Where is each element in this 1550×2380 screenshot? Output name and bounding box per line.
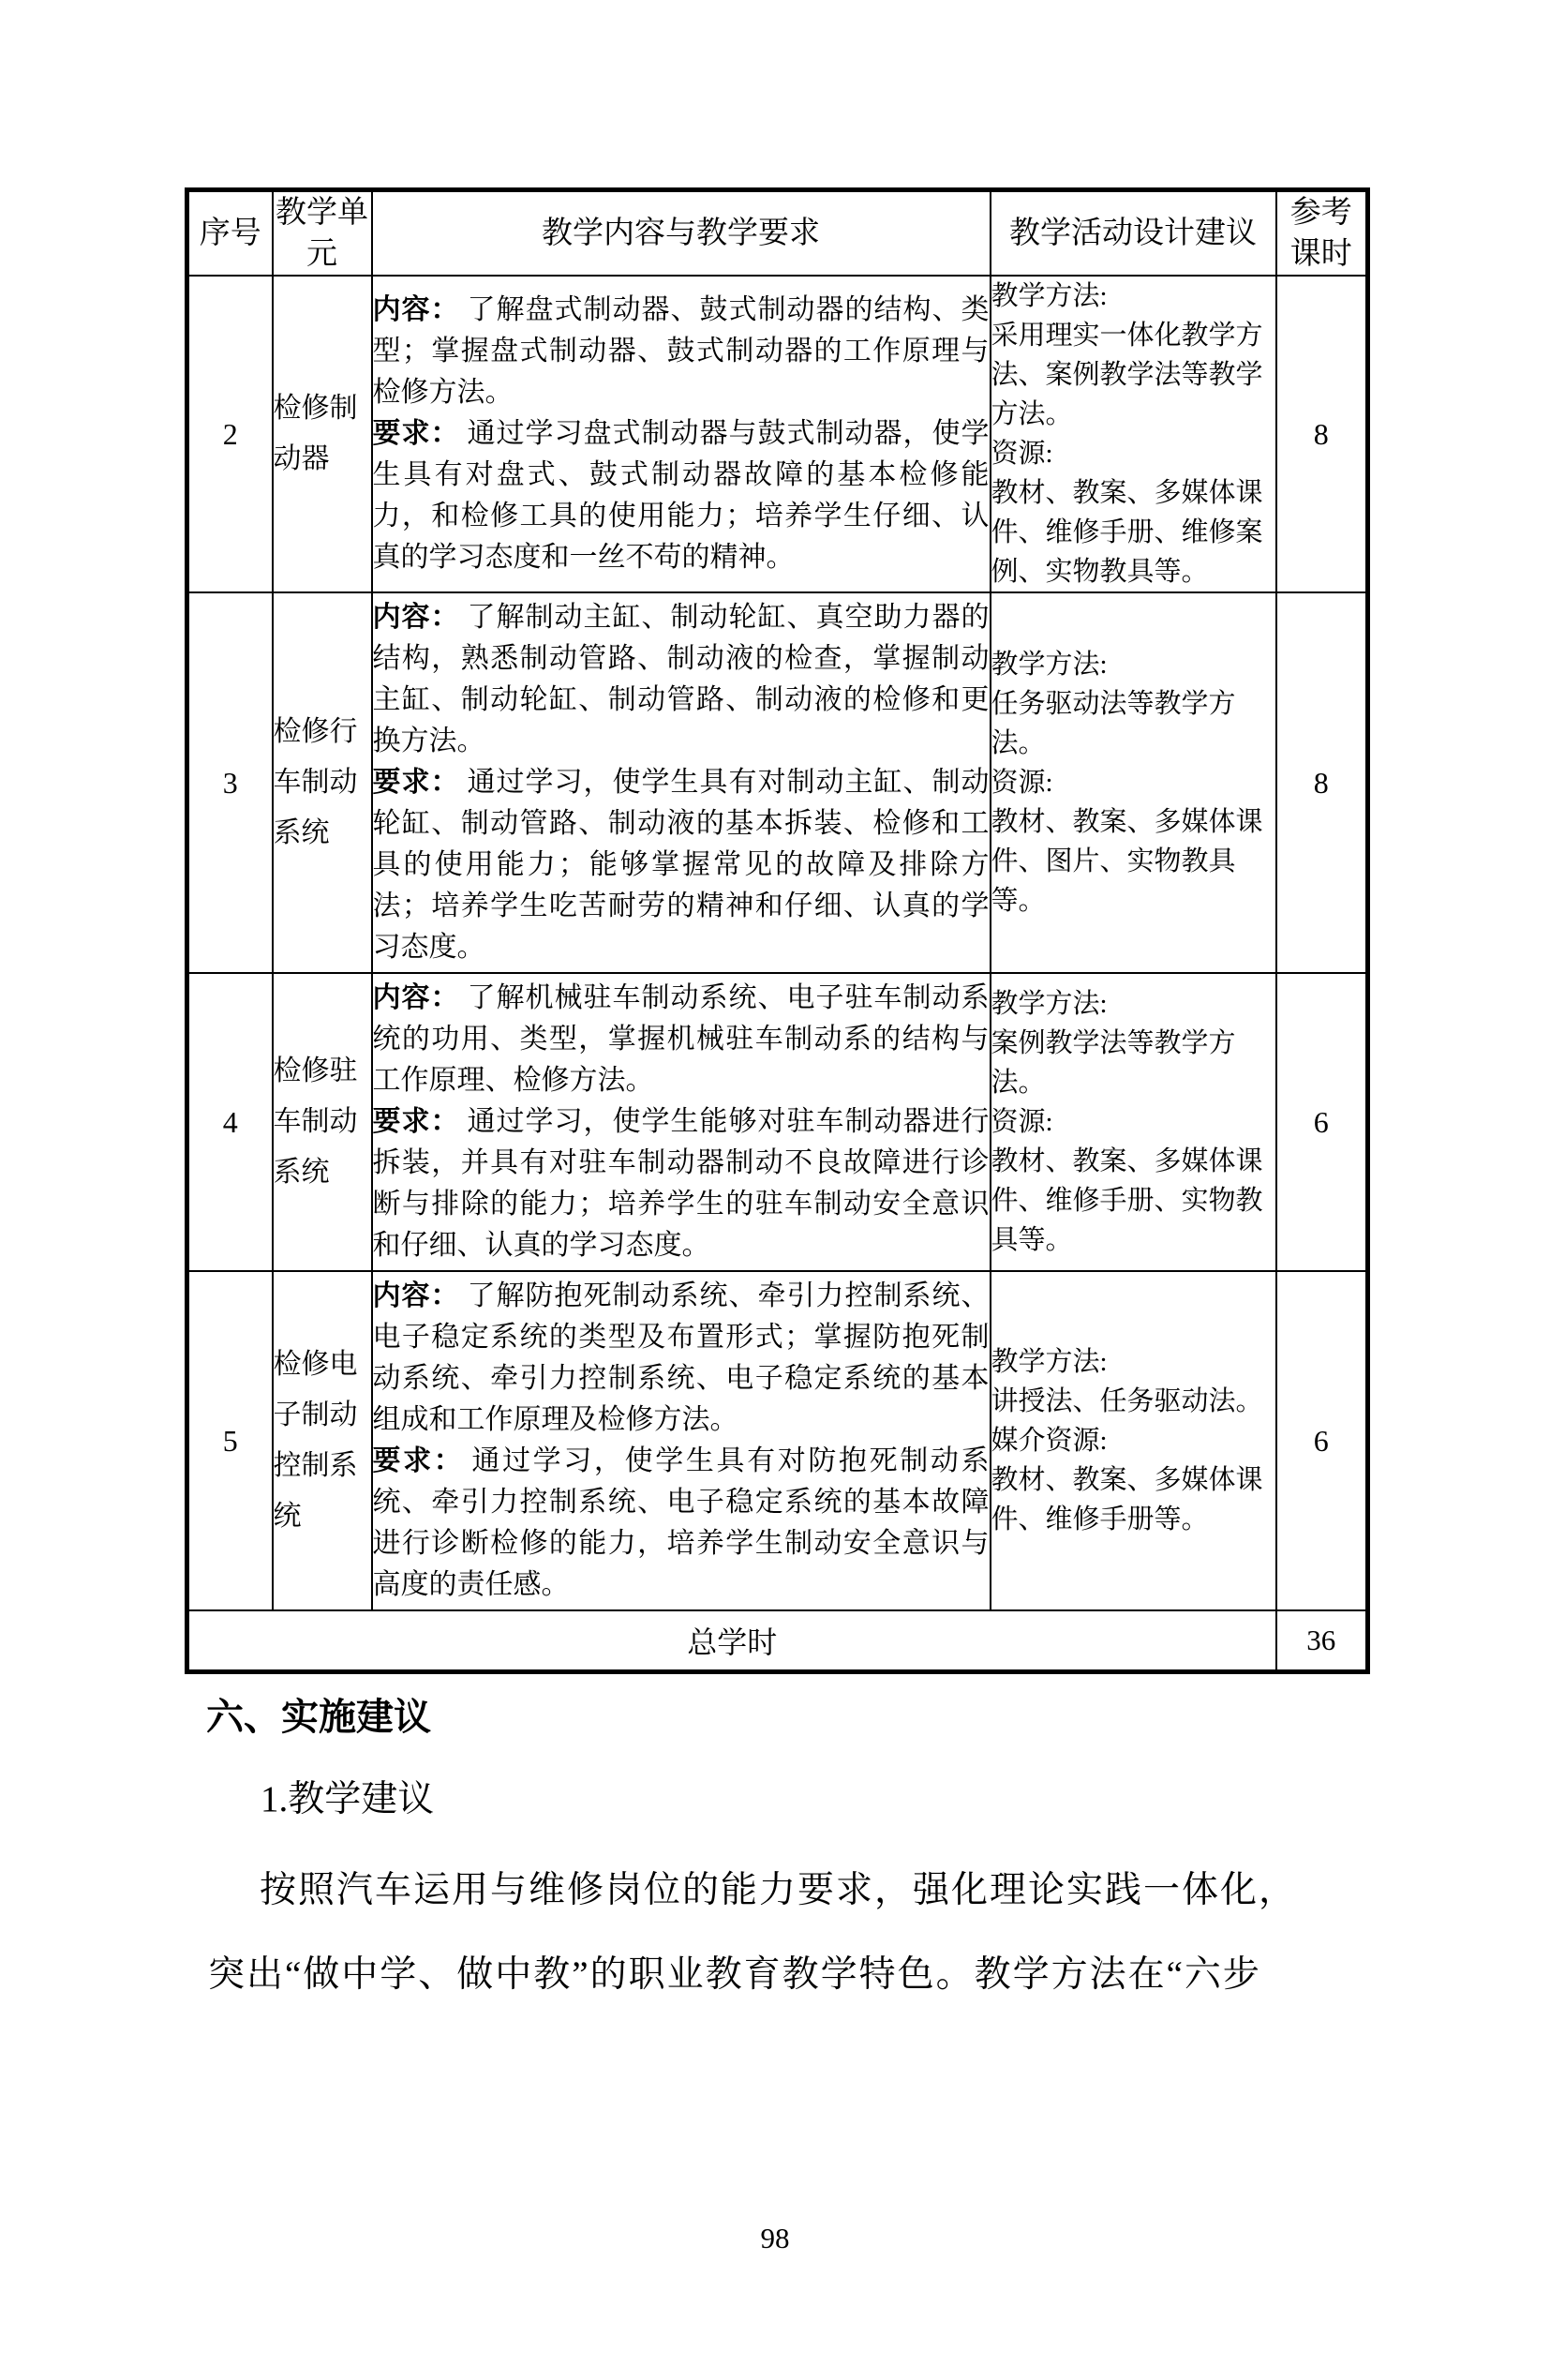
activity-line: 资源:	[991, 1107, 1053, 1137]
activity-line: 媒介资源:	[991, 1426, 1108, 1456]
activity-line: 教学方法:	[991, 989, 1108, 1019]
content-paragraph	[373, 597, 990, 762]
row-unit: 检修制动器	[273, 276, 372, 592]
row-hours: 6	[1276, 973, 1368, 1271]
row-activity-cell	[991, 592, 1276, 973]
content-paragraph	[373, 290, 990, 413]
requirement-paragraph	[373, 762, 990, 968]
requirement-paragraph	[373, 413, 990, 578]
row-content-cell	[372, 1271, 991, 1610]
activity-line: 资源:	[991, 768, 1053, 798]
activity-line: 资源:	[991, 439, 1053, 469]
row-hours: 6	[1276, 1271, 1368, 1610]
requirement-label: 要求：	[372, 418, 460, 449]
activity-line: 教学方法:	[991, 650, 1108, 680]
table-row	[187, 973, 1368, 1271]
requirement-paragraph	[373, 1101, 990, 1266]
requirement-label: 要求：	[372, 1106, 460, 1137]
row-activity-cell	[991, 276, 1276, 592]
activity-line: 讲授法、任务驱动法。	[991, 1386, 1263, 1416]
row-activity-cell	[991, 1271, 1276, 1610]
row-hours: 8	[1276, 276, 1368, 592]
requirement-label: 要求：	[372, 1445, 465, 1476]
table-row	[187, 592, 1368, 973]
requirement-text: 通过学习，使学生具有对防抱死制动系统、牵引力控制系统、电子稳定系统的基本故障进行诊断检修的能力，培养学生制动安全意识与高度的责任感。	[372, 1445, 990, 1600]
activity-line: 教材、教案、多媒体课件、维修手册等。	[991, 1465, 1263, 1534]
content-paragraph	[373, 978, 990, 1101]
row-unit: 检修驻车制动系统	[273, 973, 372, 1271]
row-content-cell	[372, 592, 991, 973]
content-text: 了解盘式制动器、鼓式制动器的结构、类型；掌握盘式制动器、鼓式制动器的工作原理与检修方法。	[372, 294, 990, 408]
row-no: 2	[187, 276, 273, 592]
row-no: 5	[187, 1271, 273, 1610]
content-label: 内容：	[372, 294, 460, 325]
table-row	[187, 276, 1368, 592]
requirement-text: 通过学习盘式制动器与鼓式制动器，使学生具有对盘式、鼓式制动器故障的基本检修能力，和检修工具的使用能力；培养学生仔细、认真的学习态度和一丝不苟的精神。	[372, 418, 990, 573]
section-heading: 六、实施建议	[206, 1697, 431, 1738]
requirement-paragraph	[373, 1441, 990, 1606]
paragraph-line: 突出“做中学、做中教”的职业教育教学特色。教学方法在“六步	[208, 1954, 1261, 1995]
content-paragraph	[373, 1276, 990, 1441]
activity-line: 案例教学法等教学方法。	[991, 1028, 1236, 1098]
requirement-text: 通过学习，使学生具有对制动主缸、制动轮缸、制动管路、制动液的基本拆装、检修和工具的使用能力；能够掌握常见的故障及排除方法；培养学生吃苦耐劳的精神和仔细、认真的学习态度。	[372, 767, 990, 963]
requirement-label: 要求：	[372, 767, 460, 798]
requirement-text: 通过学习，使学生能够对驻车制动器进行拆装，并具有对驻车制动器制动不良故障进行诊断与排除的能力；培养学生的驻车制动安全意识和仔细、认真的学习态度。	[372, 1106, 990, 1261]
paragraph-line: 按照汽车运用与维修岗位的能力要求，强化理论实践一体化，	[260, 1870, 1298, 1910]
header-unit: 教学单元	[273, 190, 372, 277]
activity-line: 教学方法:	[991, 1347, 1108, 1377]
row-hours: 8	[1276, 592, 1368, 973]
activity-line: 教学方法:	[991, 281, 1108, 311]
content-text: 了解机械驻车制动系统、电子驻车制动系统的功用、类型，掌握机械驻车制动系的结构与工作原理、检修方法。	[372, 982, 990, 1096]
row-unit: 检修电子制动控制系统	[273, 1271, 372, 1610]
table-row	[187, 1271, 1368, 1610]
section-subheading: 1.教学建议	[261, 1779, 435, 1819]
row-no: 3	[187, 592, 273, 973]
curriculum-table	[185, 187, 1370, 1674]
header-activity: 教学活动设计建议	[991, 190, 1276, 277]
header-no: 序号	[187, 190, 273, 277]
content-text: 了解制动主缸、制动轮缸、真空助力器的结构，熟悉制动管路、制动液的检查，掌握制动主缸、制动轮缸、制动管路、制动液的检修和更换方法。	[372, 602, 990, 756]
activity-line: 教材、教案、多媒体课件、维修手册、维修案例、实物教具等。	[991, 478, 1263, 587]
activity-line: 采用理实一体化教学方法、案例教学法等教学方法。	[991, 321, 1263, 429]
total-hours-value: 36	[1276, 1610, 1368, 1672]
row-activity-cell	[991, 973, 1276, 1271]
row-unit: 检修行车制动系统	[273, 592, 372, 973]
row-content-cell	[372, 276, 991, 592]
content-label: 内容：	[372, 982, 460, 1013]
page-number: 98	[760, 2222, 790, 2254]
total-hours-label: 总学时	[187, 1610, 1276, 1672]
row-no: 4	[187, 973, 273, 1271]
header-content: 教学内容与教学要求	[372, 190, 991, 277]
table-header-row	[187, 190, 1368, 277]
activity-line: 教材、教案、多媒体课件、维修手册、实物教具等。	[991, 1146, 1263, 1255]
activity-line: 任务驱动法等教学方法。	[991, 689, 1236, 758]
content-label: 内容：	[372, 602, 460, 633]
total-row	[187, 1610, 1368, 1672]
activity-line: 教材、教案、多媒体课件、图片、实物教具等。	[991, 807, 1263, 916]
row-content-cell	[372, 973, 991, 1271]
header-hours: 参考课时	[1276, 190, 1368, 277]
content-text: 了解防抱死制动系统、牵引力控制系统、电子稳定系统的类型及布置形式；掌握防抱死制动系统、牵引力控制系统、电子稳定系统的基本组成和工作原理及检修方法。	[372, 1280, 990, 1435]
content-label: 内容：	[372, 1280, 460, 1311]
